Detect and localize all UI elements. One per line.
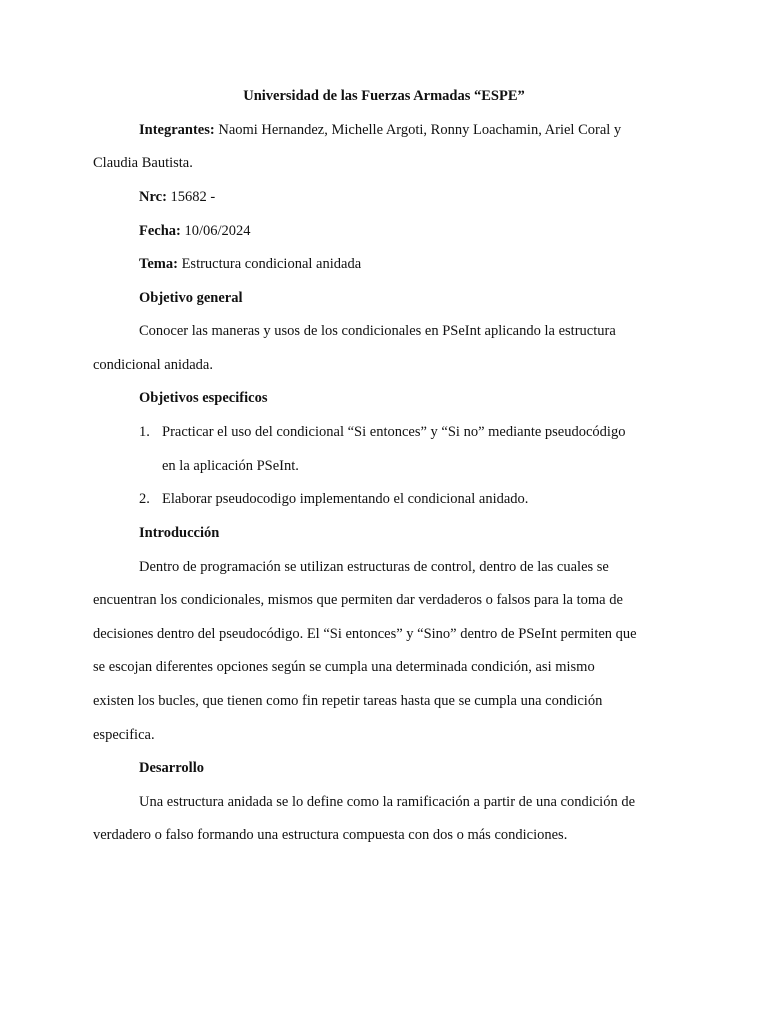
integrantes-label: Integrantes:	[139, 122, 215, 138]
introduccion-text-line: Dentro de programación se utilizan estructuras de control, dentro de las cuales se	[139, 559, 609, 575]
tema-label: Tema:	[139, 256, 178, 272]
objetivos-especificos-heading: Objetivos especificos	[139, 390, 268, 406]
integrantes-continuation: Claudia Bautista.	[93, 155, 193, 171]
integrantes-names: Naomi Hernandez, Michelle Argoti, Ronny Loachamin, Ariel Coral y	[214, 122, 622, 138]
list-item-text-line: en la aplicación PSeInt.	[162, 458, 299, 474]
introduccion-text-line: existen los bucles, que tienen como fin repetir tareas hasta que se cumpla una condición	[93, 693, 603, 709]
fecha-line	[139, 224, 251, 239]
introduccion-heading: Introducción	[139, 525, 220, 541]
desarrollo-text-line: verdadero o falso formando una estructura compuesta con dos o más condiciones.	[93, 827, 568, 843]
fecha-value: 10/06/2024	[180, 223, 251, 239]
tema-line	[139, 257, 361, 272]
list-item-number: 2.	[139, 491, 150, 507]
fecha-label: Fecha:	[139, 223, 181, 239]
introduccion-text-line: encuentran los condicionales, mismos que permiten dar verdaderos o falsos para la toma de	[93, 592, 623, 608]
objetivo-general-text-line: condicional anidada.	[93, 357, 213, 373]
desarrollo-heading: Desarrollo	[139, 760, 204, 776]
nrc-line	[139, 190, 215, 205]
objetivo-general-heading: Objetivo general	[139, 290, 243, 306]
objetivo-general-text-line: Conocer las maneras y usos de los condicionales en PSeInt aplicando la estructura	[139, 323, 616, 339]
integrantes-line	[139, 123, 621, 138]
desarrollo-text-line: Una estructura anidada se lo define como la ramificación a partir de una condición de	[139, 794, 636, 810]
document-title: Universidad de las Fuerzas Armadas “ESPE”	[243, 88, 525, 104]
nrc-label: Nrc:	[139, 189, 167, 205]
introduccion-text-line: decisiones dentro del pseudocódigo. El “Si entonces” y “Sino” dentro de PSeInt permiten que	[93, 626, 637, 642]
introduccion-text-line: especifica.	[93, 727, 155, 743]
list-item-text-line: Elaborar pseudocodigo implementando el condicional anidado.	[162, 491, 529, 507]
list-item-text-line: Practicar el uso del condicional “Si entonces” y “Si no” mediante pseudocódigo	[162, 424, 626, 440]
tema-value: Estructura condicional anidada	[177, 256, 362, 272]
nrc-value: 15682 -	[166, 189, 216, 205]
list-item-number: 1.	[139, 424, 150, 440]
introduccion-text-line: se escojan diferentes opciones según se cumpla una determinada condición, asi mismo	[93, 659, 595, 675]
